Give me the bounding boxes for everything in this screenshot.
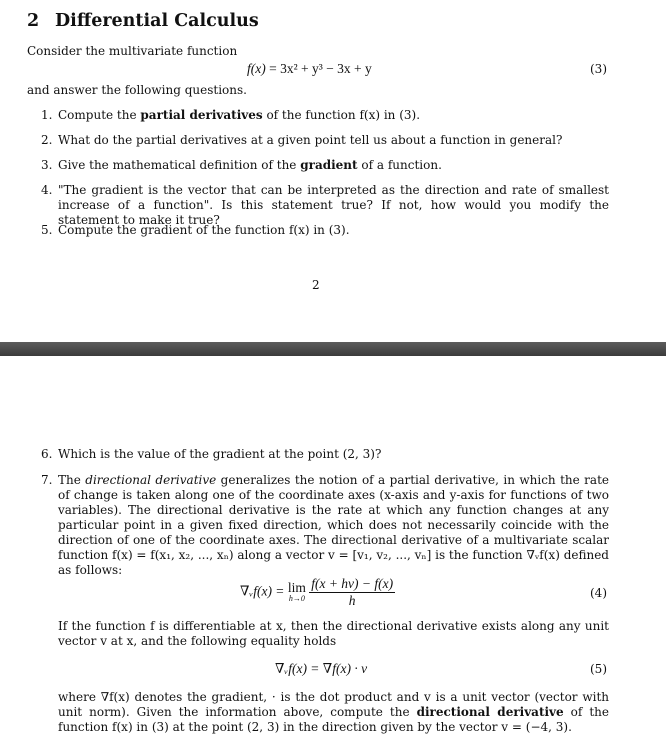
- question-4-number: 4.: [41, 183, 53, 197]
- equation-4-fraction: [309, 576, 395, 609]
- equation-4-lim-text: lim: [287, 580, 306, 595]
- question-5-text: Compute the gradient of the function f(x) in (3).: [58, 223, 350, 237]
- equation-3-label: (3): [590, 62, 607, 76]
- question-1-text-end: of the function f(x) in (3).: [262, 108, 421, 122]
- question-7-paragraph-2: If the function f is differentiable at x, then the directional derivative exists along any unit vector v at x, and the following equality holds: [58, 619, 609, 648]
- section-title-text: Differential Calculus: [55, 11, 259, 31]
- question-6-text: Which is the value of the gradient at the point (2, 3)?: [58, 447, 382, 461]
- question-2-text: What do the partial derivatives at a given point tell us about a function in general?: [58, 133, 563, 147]
- question-2: [41, 133, 609, 148]
- question-3-bold: gradient: [300, 158, 358, 172]
- section-title: [27, 9, 259, 33]
- equation-4-lim-sub: h→0: [288, 594, 305, 603]
- equation-3-lhs: f(x): [247, 61, 266, 76]
- equation-4: [240, 576, 395, 609]
- question-4: [41, 183, 609, 228]
- question-7-paragraph-3: [58, 690, 609, 735]
- question-7-para3-text-end: of the function f(x) in (3) at the point (2, 3) in the direction given by the vector v = (−4, 3).: [58, 705, 609, 734]
- question-3-number: 3.: [41, 158, 53, 172]
- question-2-number: 2.: [41, 133, 53, 147]
- question-5-number: 5.: [41, 223, 53, 237]
- question-3-text-end: of a function.: [357, 158, 442, 172]
- equation-4-label: (4): [590, 586, 607, 600]
- question-6: [41, 447, 609, 462]
- equation-4-denominator: h: [348, 593, 356, 608]
- equation-5: ∇ᵥf(x) = ∇f(x) · v: [275, 661, 368, 676]
- intro-text: Consider the multivariate function: [27, 44, 238, 58]
- question-7: [41, 473, 609, 578]
- equation-4-limit: [288, 582, 306, 603]
- question-7-text-cont: generalizes the notion of a partial derivative, in which the rate of change is taken along one of the coordinate axes (x-axis and y-axis for functions of two variables). The directional derivative is the rate at which any function changes at any particular point in a given fixed direction, which does not necessarily coincide with the direction of one of the coordinate axes. The directional derivative of a multivariate scalar function f(x) = f(x₁, x₂, ..., xₙ) along a vector v = [v₁, v₂, ..., vₙ] is the function ∇ᵥf(x) defined as follows:: [58, 473, 609, 577]
- question-1-bold: partial derivatives: [140, 108, 263, 122]
- question-3: [41, 158, 609, 173]
- equation-4-lhs: ∇ᵥf(x) =: [240, 583, 288, 599]
- section-number: 2: [27, 11, 40, 31]
- answer-prompt: and answer the following questions.: [27, 83, 247, 97]
- question-6-number: 6.: [41, 447, 53, 461]
- question-7-para3-text: where ∇f(x) denotes the gradient, · is the dot product and v is a unit vector (vector with unit norm). Given the information above, compute the: [58, 690, 609, 719]
- equation-3-rhs: = 3x² + y³ − 3x + y: [269, 61, 372, 76]
- question-7-text: The: [58, 473, 86, 487]
- question-1-number: 1.: [41, 108, 53, 122]
- page-number: 2: [312, 278, 320, 292]
- question-7-italic: directional derivative: [85, 473, 217, 487]
- equation-4-numerator: f(x + hv) − f(x): [311, 576, 394, 591]
- question-3-text: Give the mathematical definition of the: [58, 158, 301, 172]
- question-7-para3-bold: directional derivative: [416, 705, 564, 719]
- equation-3: [247, 61, 372, 76]
- page-divider: [0, 342, 666, 356]
- question-1-text: Compute the: [58, 108, 141, 122]
- question-5: [41, 223, 609, 238]
- question-7-number: 7.: [41, 473, 53, 487]
- equation-5-label: (5): [590, 662, 607, 676]
- question-4-text: "The gradient is the vector that can be interpreted as the direction and rate of smallest increase of a function". Is this statement true? If not, how would you modify the statement to make it true?: [58, 183, 609, 227]
- question-1: [41, 108, 609, 123]
